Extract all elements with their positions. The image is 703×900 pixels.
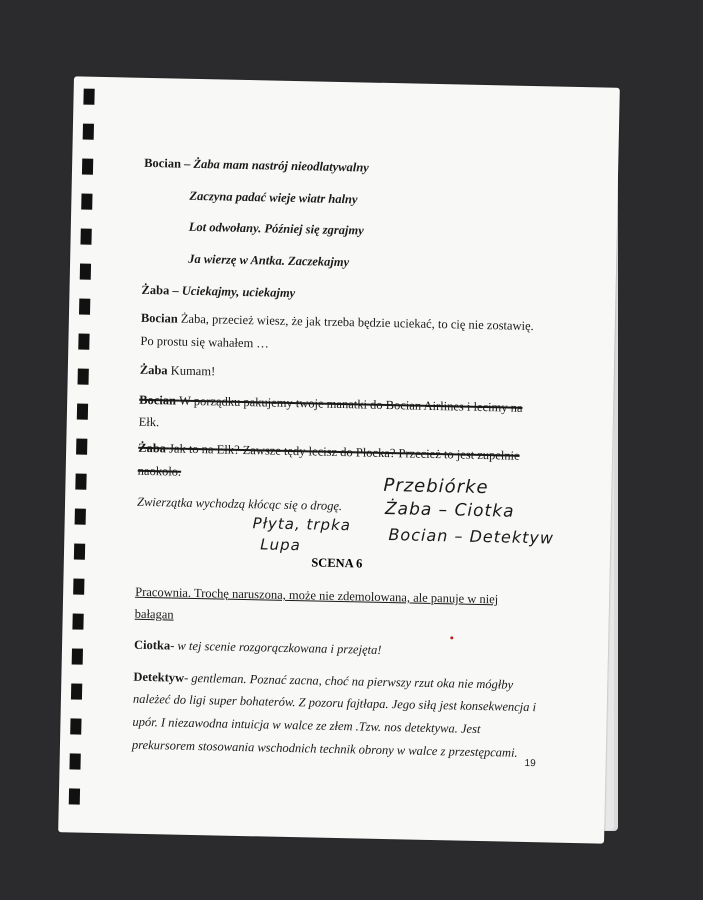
- handwritten-note: Bocian – Detektyw: [388, 525, 555, 548]
- struck-line: Bocian W porządku pakujemy twoje manatki do Bocian Airlines i lecimy na: [139, 392, 523, 415]
- binding-holes: [68, 89, 97, 824]
- ink-dot: [450, 636, 453, 639]
- binding-hole: [83, 89, 94, 105]
- binding-hole: [71, 683, 82, 699]
- script-line: Po prostu się wahałem …: [140, 333, 270, 351]
- handwritten-note: Żaba – Ciotka: [384, 498, 515, 522]
- binding-hole: [77, 404, 88, 420]
- page-number: 19: [524, 757, 536, 770]
- script-line: Ja wierzę w Antka. Zaczekajmy: [188, 251, 350, 270]
- speaker-name: Żaba –: [141, 282, 182, 298]
- scene-setting: Pracownia. Trochę naruszona, może nie zdemolowana, ale panuje w niej: [135, 584, 499, 607]
- binding-hole: [81, 194, 92, 210]
- speaker-name: Bocian: [140, 310, 182, 326]
- struck-line: Żaba Jak to na Ełk? Zawsze tędy lecisz do Płocka? Przecież to jest zupełnie: [138, 440, 520, 463]
- handwritten-note: Płyta, trpka: [252, 514, 352, 535]
- binding-hole: [70, 718, 81, 734]
- speaker-name: Żaba: [138, 440, 170, 456]
- binding-hole: [75, 473, 86, 489]
- scene-heading: SCENA 6: [311, 555, 363, 571]
- binding-hole: [73, 578, 84, 594]
- binding-hole: [72, 648, 83, 664]
- binding-hole: [78, 334, 89, 350]
- binding-hole: [80, 264, 91, 280]
- binding-hole: [79, 299, 90, 315]
- binding-hole: [83, 124, 94, 140]
- handwritten-note: Przebiórke: [383, 474, 489, 499]
- speaker-name: Ciotka: [133, 637, 171, 653]
- binding-hole: [80, 229, 91, 245]
- handwritten-note: Lupa: [260, 535, 301, 555]
- scene-setting: bałagan: [134, 606, 174, 622]
- script-line: Ełk.: [138, 414, 160, 430]
- script-line: Żaba – Uciekajmy, uciekajmy: [141, 282, 296, 301]
- binding-hole: [78, 369, 89, 385]
- speaker-name: Detektyw: [133, 669, 185, 685]
- speaker-name: Bocian: [139, 392, 180, 408]
- struck-line: naokoło.: [137, 463, 182, 479]
- script-page: [58, 76, 620, 843]
- character-note: Detektyw- gentleman. Poznać zacna, choć na pierwszy rzut oka nie mógłby: [133, 669, 514, 692]
- binding-hole: [76, 438, 87, 454]
- character-note: Ciotka- w tej scenie rozgorączkowana i przejęta!: [133, 637, 382, 657]
- script-line: Zaczyna padać wieje wiatr halny: [189, 188, 358, 207]
- binding-hole: [75, 508, 86, 524]
- stage-direction: Zwierzątka wychodzą kłócąc się o drogę.: [136, 494, 343, 514]
- script-line: Lot odwołany. Później się zgrajmy: [188, 219, 364, 238]
- script-line: Bocian Żaba, przecież wiesz, że jak trzeba będzie uciekać, to cię nie zostawię.: [140, 310, 534, 334]
- character-note: upór. I niezawodna intuicja w walce ze złem .Tzw. nos detektywa. Jest: [132, 714, 481, 737]
- speaker-name: Żaba: [139, 362, 171, 378]
- binding-hole: [69, 753, 80, 769]
- binding-hole: [72, 613, 83, 629]
- character-note: należeć do ligi super bohaterów. Z pozoru fajtłapa. Jego siłą jest konsekwencja i: [132, 691, 537, 715]
- script-line: Bocian – Żaba mam nastrój nieodlatywalny: [144, 155, 369, 175]
- character-note: prekursorem stosowania wschodnich technik obrony w walce z przestępcami.: [131, 737, 518, 760]
- speaker-name: Bocian –: [144, 155, 194, 171]
- script-line: Żaba Kumam!: [139, 362, 216, 379]
- binding-hole: [69, 788, 80, 804]
- binding-hole: [82, 159, 93, 175]
